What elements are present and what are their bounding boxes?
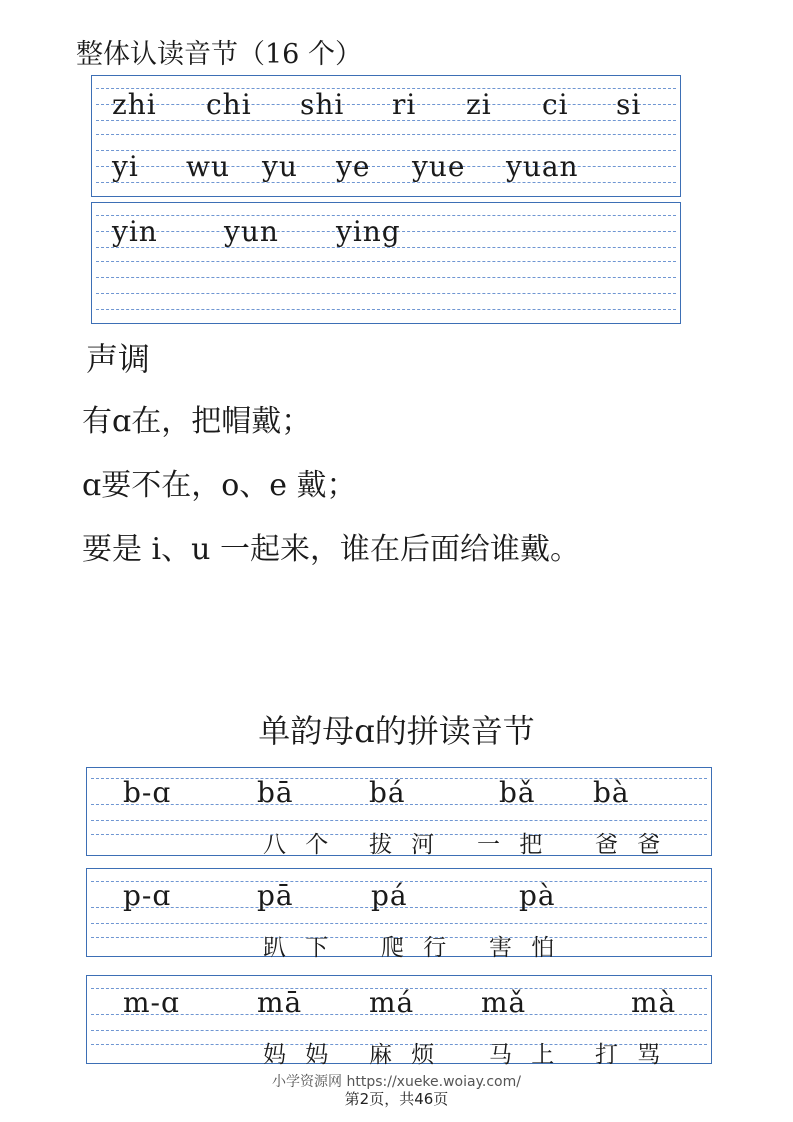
syllable-yu: yu xyxy=(262,150,298,183)
tone-pa2: pá xyxy=(371,879,408,912)
tone-ma1: mā xyxy=(257,986,303,1019)
syllable-yuan: yuan xyxy=(506,150,579,183)
tone-ma3: mǎ xyxy=(481,986,527,1019)
tone-ma4: mà xyxy=(631,986,677,1019)
word-pa1: 趴 下 xyxy=(263,935,335,961)
syllable-zi: zi xyxy=(466,88,492,121)
syllable-yue: yue xyxy=(412,150,466,183)
syllable-chi: chi xyxy=(206,88,252,121)
spell-b-a: b-ɑ xyxy=(123,776,172,809)
syllable-wu: wu xyxy=(186,150,230,183)
word-pa2: 爬 行 xyxy=(381,935,453,961)
pinyin-group-b xyxy=(86,767,712,856)
footer-site: 小学资源网 https://xueke.woiay.com/ xyxy=(272,1074,521,1090)
pinyin-group-p xyxy=(86,868,712,961)
syllable-yi: yi xyxy=(112,150,139,183)
syllable-shi: shi xyxy=(300,88,345,121)
section-title-single-a: 单韵母ɑ的拼读音节 xyxy=(258,712,535,750)
word-ma3: 马 上 xyxy=(489,1042,561,1068)
word-pa4: 害 怕 xyxy=(489,935,561,961)
syllable-box-1 xyxy=(91,75,681,197)
tone-rule-line-2: ɑ要不在，o、e 戴； xyxy=(82,468,357,503)
tone-ba1: bā xyxy=(257,776,294,809)
word-ma2: 麻 烦 xyxy=(369,1042,441,1068)
tone-ba2: bá xyxy=(369,776,406,809)
section-title-tones: 声调 xyxy=(86,340,151,378)
tone-ma2: má xyxy=(369,986,415,1019)
tone-ba4: bà xyxy=(593,776,630,809)
word-ma4: 打 骂 xyxy=(595,1042,667,1068)
syllable-yin: yin xyxy=(112,215,158,248)
word-ba4: 爸 爸 xyxy=(595,832,667,858)
word-ma1: 妈 妈 xyxy=(263,1042,335,1068)
tone-ba3: bǎ xyxy=(499,776,536,809)
word-ba3: 一 把 xyxy=(477,832,549,858)
syllable-ye: ye xyxy=(336,150,371,183)
footer-page-number: 第2页，共46页 xyxy=(344,1090,449,1108)
syllable-yun: yun xyxy=(224,215,279,248)
syllable-zhi: zhi xyxy=(112,88,157,121)
pinyin-group-m xyxy=(86,975,712,1068)
syllable-ci: ci xyxy=(542,88,569,121)
section-title-whole-syllables: 整体认读音节（16 个） xyxy=(76,39,362,70)
tone-pa1: pā xyxy=(257,879,294,912)
syllable-si: si xyxy=(616,88,642,121)
tone-pa4: pà xyxy=(519,879,556,912)
spell-p-a: p-ɑ xyxy=(123,879,172,912)
word-ba2: 拔 河 xyxy=(369,832,441,858)
tone-rule-line-3: 要是 i、u 一起来，谁在后面给谁戴。 xyxy=(82,532,580,567)
syllable-box-2 xyxy=(91,202,681,324)
word-ba1: 八 个 xyxy=(263,832,335,858)
spell-m-a: m-ɑ xyxy=(123,986,180,1019)
syllable-ying: ying xyxy=(336,215,401,248)
syllable-ri: ri xyxy=(392,88,417,121)
tone-rule-line-1: 有ɑ在，把帽戴； xyxy=(82,404,312,439)
